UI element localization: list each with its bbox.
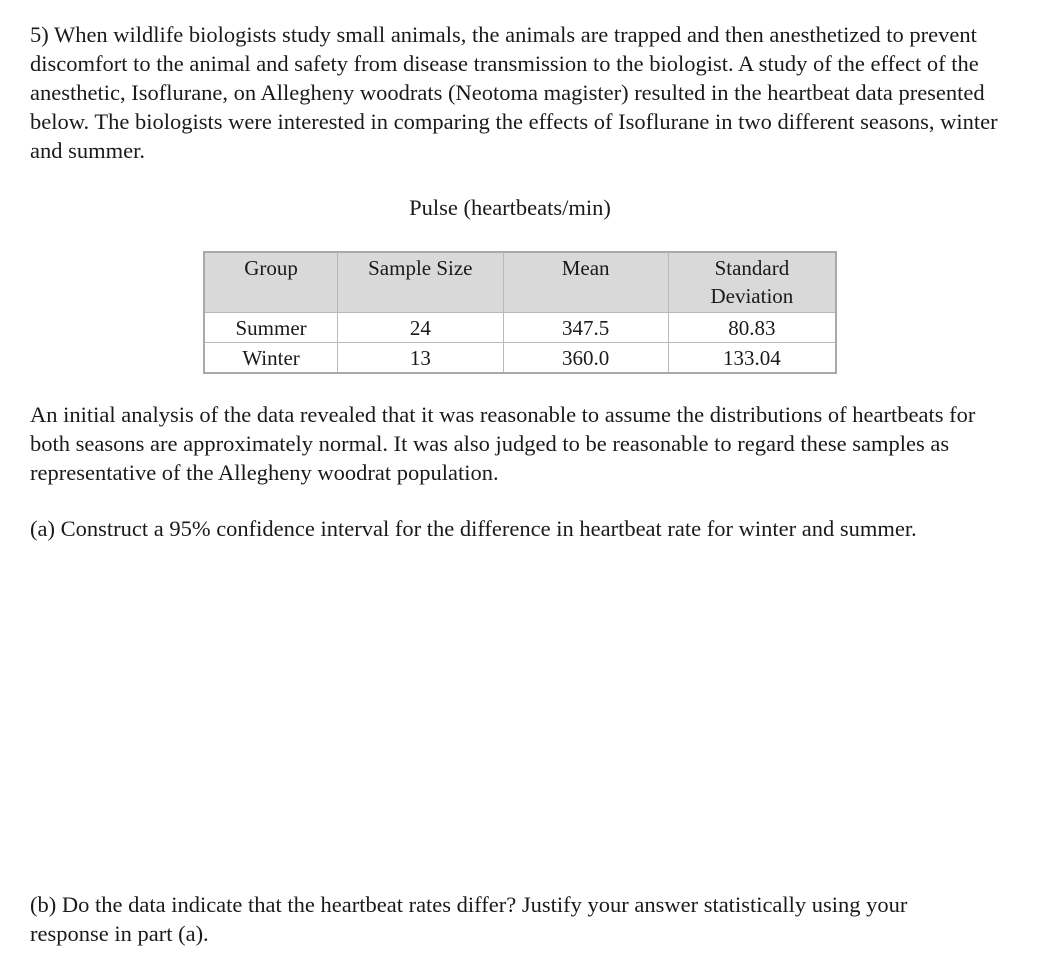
cell-mean: 347.5: [503, 313, 668, 343]
table-header-row: [204, 252, 836, 313]
question-part-b: (b) Do the data indicate that the heartbeat rates differ? Justify your answer statistically using your response in part (a).: [30, 892, 908, 946]
pulse-data-table: [203, 251, 837, 374]
cell-sample-size: 24: [338, 313, 503, 343]
table-row: [204, 343, 836, 374]
analysis-paragraph: An initial analysis of the data revealed that it was reasonable to assume the distributions of heartbeats for both seasons are approximately normal. It was also judged to be reasonable to regard these samples as representative of the Allegheny woodrat population.: [30, 402, 976, 485]
problem-intro: 5) When wildlife biologists study small animals, the animals are trapped and then anesthetized to prevent discomfort to the animal and safety from disease transmission to the biologist. A study of the effect of the anesthetic, Isoflurane, on Allegheny woodrats (Neotoma magister) resulted in the heartbeat data presented below. The biologists were interested in comparing the effects of Isoflurane in two different seasons, winter and summer.: [30, 22, 998, 163]
header-group: Group: [204, 252, 338, 313]
cell-standard-deviation: 133.04: [668, 343, 836, 374]
header-sample-size: Sample Size: [338, 252, 503, 313]
cell-group: Summer: [204, 313, 338, 343]
header-standard-deviation: Standard Deviation: [668, 252, 836, 313]
header-mean: Mean: [503, 252, 668, 313]
cell-sample-size: 13: [338, 343, 503, 374]
question-part-a: (a) Construct a 95% confidence interval for the difference in heartbeat rate for winter and summer.: [30, 516, 917, 541]
cell-mean: 360.0: [503, 343, 668, 374]
cell-standard-deviation: 80.83: [668, 313, 836, 343]
table-row: [204, 313, 836, 343]
table-title: Pulse (heartbeats/min): [409, 195, 611, 220]
cell-group: Winter: [204, 343, 338, 374]
